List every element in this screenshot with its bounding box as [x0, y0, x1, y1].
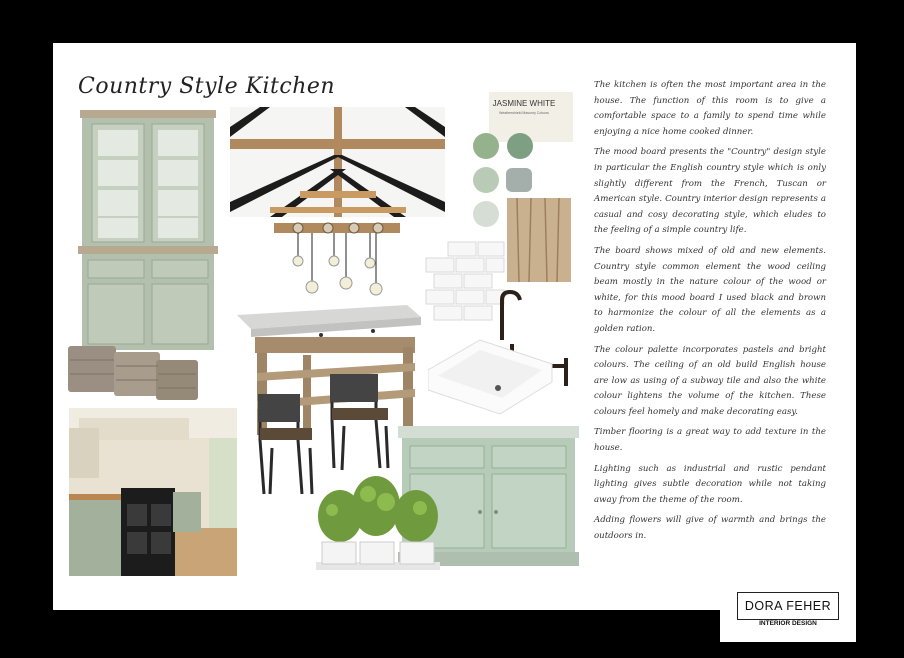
- pendant-light-image: [272, 219, 402, 299]
- wicker-baskets-image: [66, 340, 201, 402]
- paragraph-intro: The kitchen is often the most important area in the house. The function of this room is to give a comfortable space to a family to spend time while enjoying a nice home cooked dinner.: [594, 80, 826, 137]
- paragraph-style: The mood board presents the "Country" design style in particular the English country style which is only slightly different from the French, Tuscan or American style. Country interior design represents a casual and cosy decorating style, which eludes to the feeling of a simple country life.: [594, 147, 826, 236]
- dresser-cabinet-image: [78, 108, 220, 358]
- farmhouse-sink-image: [428, 290, 580, 432]
- paragraph-elements: The board shows mixed of old and new elements. Country style common element the wood ceiling beam mostly in the nature colour of the wood or white, for this mood board I used black and brown to harmonize the colour of all the elements as a golden ration.: [594, 245, 826, 334]
- paint-chip-name: JASMINE WHITE: [492, 99, 556, 108]
- page-title: Country Style Kitchen: [78, 74, 336, 99]
- paragraph-lighting: Lighting such as industrial and rustic pendant lighting gives subtle decoration while not taking away from the theme of the room.: [594, 463, 826, 505]
- kitchen-photo: [69, 408, 237, 576]
- herb-pots-image: [308, 476, 443, 574]
- description-text: [594, 78, 826, 550]
- paragraph-colour: The colour palette incorporates pastels and bright colours. The ceiling of an old build English house are low as using of a subway tile and also the white colour lightens the volume of the kitchen. These colours feel homely and make decorating easy.: [594, 344, 826, 417]
- paragraph-flowers: Adding flowers will give of warmth and brings the outdoors in.: [594, 515, 826, 542]
- paint-chip-subtitle: Weathershield Masonry Colours: [499, 111, 549, 115]
- paragraph-flooring: Timber flooring is a great way to add texture in the house.: [594, 427, 826, 454]
- timber-flooring-sample: [507, 198, 571, 282]
- brand-logo: DORA FEHER: [737, 592, 839, 620]
- brand-subtitle: INTERIOR DESIGN: [759, 620, 817, 627]
- ceiling-beams-image: [230, 107, 445, 217]
